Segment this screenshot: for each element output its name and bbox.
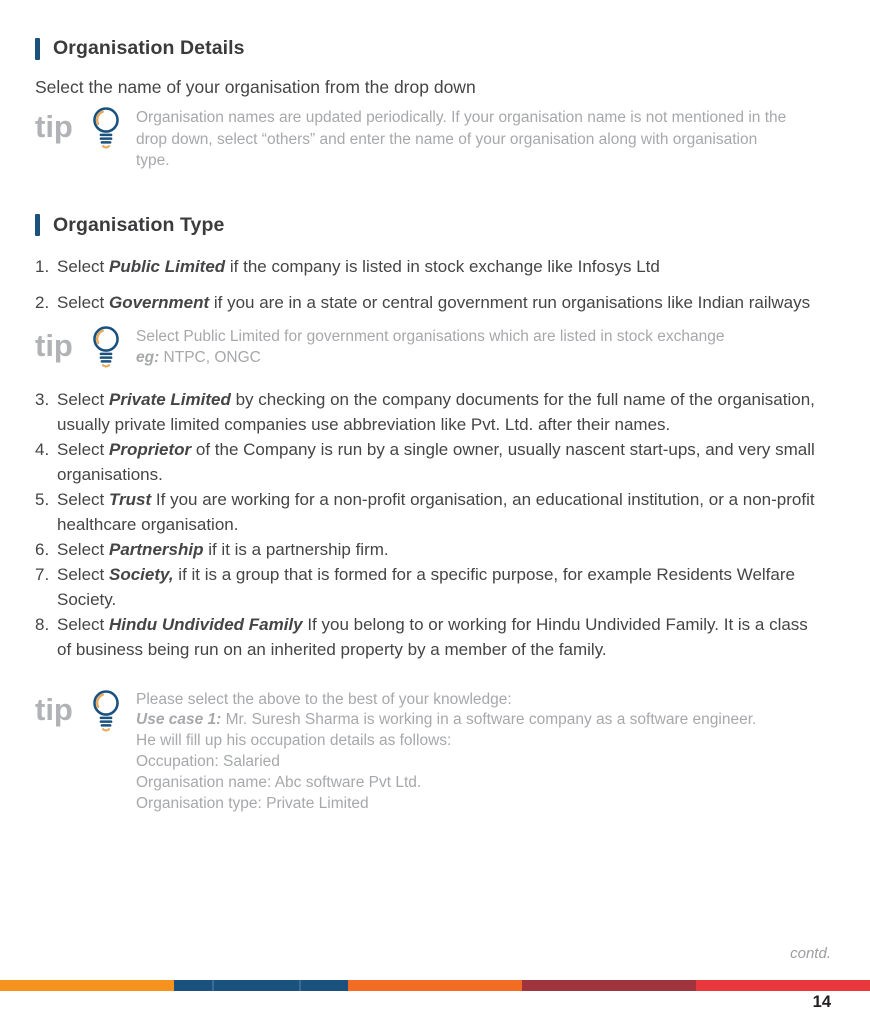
tip-line: Occupation: Salaried [136, 753, 280, 771]
item-number: 7. [35, 564, 50, 584]
page-number: 14 [812, 993, 831, 1011]
bar-segment-navy [174, 980, 348, 991]
item-number: 1. [35, 256, 50, 276]
tip-label: tip [35, 691, 73, 727]
tip-block-org-details [35, 105, 832, 172]
list-item-3 [35, 387, 825, 437]
contd-label: contd. [790, 945, 831, 962]
list-item-7 [35, 562, 825, 612]
list-item-6 [35, 537, 825, 562]
tip-label: tip [35, 327, 73, 363]
bar-segment-red [696, 980, 870, 991]
bar-segment-divider [212, 980, 214, 991]
bar-segment-maroon [522, 980, 696, 991]
usecase-text: Mr. Suresh Sharma is working in a software company as a software engineer. [221, 711, 757, 729]
list-item-5 [35, 487, 825, 537]
org-details-intro: Select the name of your organisation from the drop down [35, 77, 476, 97]
list-item-2 [35, 290, 825, 315]
item-post: of the Company is run by a single owner, usually nascent start-ups, and very small organisations. [57, 439, 815, 484]
eg-text: NTPC, ONGC [159, 349, 261, 366]
item-pre: Select [57, 292, 109, 312]
item-pre: Select [57, 256, 109, 276]
item-term: Trust [108, 489, 152, 509]
item-term: Public Limited [108, 256, 226, 276]
item-post: If you belong to or working for Hindu Undivided Family. It is a class of business being run on an inherited property by a member of the family. [57, 614, 808, 659]
item-term: Proprietor [108, 439, 192, 459]
item-pre: Select [57, 614, 109, 634]
tip-block-use-case [35, 688, 832, 815]
item-post: if the company is listed in stock exchange like Infosys Ltd [225, 256, 660, 276]
item-pre: Select [57, 539, 109, 559]
eg-label: eg: [136, 349, 160, 366]
item-post: by checking on the company documents for the full name of the organisation, usually private limited companies use abbreviation like Pvt. Ltd. after their names. [57, 389, 815, 434]
item-post: if it is a group that is formed for a specific purpose, for example Residents Welfare Society. [57, 564, 795, 609]
tip-label: tip [35, 109, 73, 144]
usecase-label: Use case 1: [136, 711, 222, 729]
list-item-4 [35, 437, 825, 487]
section-heading-org-type [35, 214, 832, 237]
tip-line: Select Public Limited for government organisations which are listed in stock exchange [136, 327, 725, 345]
item-post: if it is a partnership firm. [203, 539, 389, 559]
item-number: 5. [35, 489, 50, 509]
tip-block-stock-exchange [35, 324, 832, 372]
item-number: 3. [35, 389, 50, 409]
section-heading-org-details [35, 37, 832, 60]
heading-accent-bar [35, 214, 40, 236]
item-term: Private Limited [108, 389, 231, 409]
item-term: Government [108, 292, 210, 312]
item-pre: Select [57, 564, 109, 584]
list-item-1 [35, 254, 825, 279]
item-number: 8. [35, 614, 50, 634]
tip-line [136, 710, 756, 731]
item-term: Hindu Undivided Family [108, 614, 303, 634]
lightbulb-icon [89, 324, 123, 372]
item-number: 2. [35, 292, 50, 312]
tip-line: Organisation type: Private Limited [136, 795, 369, 813]
item-post: if you are in a state or central government run organisations like Indian railways [209, 292, 811, 312]
item-pre: Select [57, 489, 109, 509]
item-pre: Select [57, 439, 109, 459]
lightbulb-icon [89, 688, 123, 736]
tip-line: Please select the above to the best of your knowledge: [136, 690, 512, 708]
item-pre: Select [57, 389, 109, 409]
list-item-8 [35, 612, 825, 662]
item-term: Partnership [108, 539, 204, 559]
tip-text: Organisation names are updated periodically. If your organisation name is not mentioned in the drop down, select “others” and enter the name of your organisation along with organisation type. [136, 109, 787, 169]
tip-line: Organisation name: Abc software Pvt Ltd. [136, 774, 422, 792]
item-term: Society, [108, 564, 174, 584]
bar-segment-divider [299, 980, 301, 991]
org-type-list [35, 254, 832, 662]
lightbulb-icon [89, 105, 123, 153]
footer-color-bar [0, 980, 870, 991]
item-number: 4. [35, 439, 50, 459]
bar-segment-orange [0, 980, 174, 991]
tip-line: He will fill up his occupation details as follows: [136, 732, 452, 750]
tip-text [136, 324, 724, 369]
section-title: Organisation Type [53, 213, 225, 236]
item-post: If you are working for a non-profit organisation, an educational institution, or a non-profit healthcare organisation. [57, 489, 815, 534]
tip-text [136, 688, 756, 815]
tip-line [136, 347, 724, 369]
section-title: Organisation Details [53, 37, 245, 59]
item-number: 6. [35, 539, 50, 559]
heading-accent-bar [35, 38, 40, 60]
bar-segment-orange-deep [348, 980, 522, 991]
